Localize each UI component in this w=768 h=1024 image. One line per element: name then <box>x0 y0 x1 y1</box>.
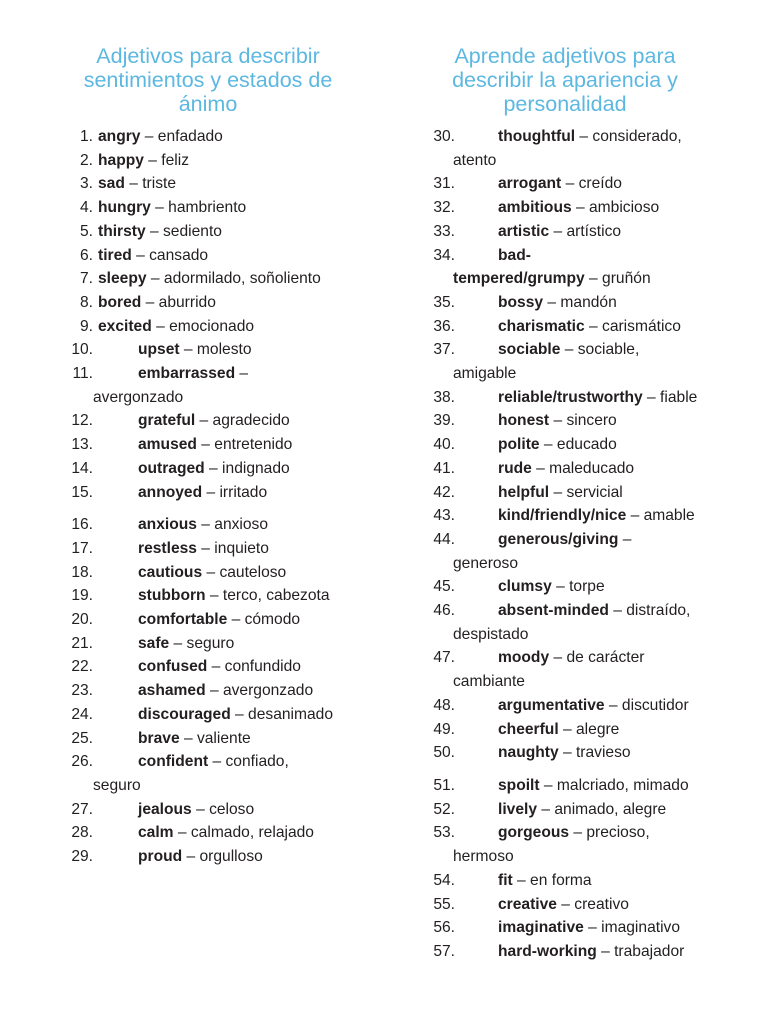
item-number: 14. <box>71 459 93 477</box>
item-translation: – en forma <box>512 871 592 889</box>
list-item <box>58 149 358 173</box>
item-term: sociable <box>498 341 561 359</box>
item-translation-continued: seguro <box>93 776 141 794</box>
list-item <box>425 869 735 893</box>
list-item <box>425 599 735 646</box>
item-number: 34. <box>433 246 455 264</box>
item-number: 18. <box>71 563 93 581</box>
list-item <box>58 267 358 291</box>
item-translation: – calmado, relajado <box>173 824 314 842</box>
item-number: 17. <box>71 539 93 557</box>
item-number: 36. <box>433 317 455 335</box>
left-vocabulary-list <box>58 125 358 869</box>
list-item <box>425 893 735 917</box>
list-item <box>425 575 735 599</box>
item-wrap-line <box>58 774 358 798</box>
item-number: 35. <box>433 293 455 311</box>
item-term: reliable/trustworthy <box>498 388 643 406</box>
item-term: gorgeous <box>498 824 570 842</box>
item-term: safe <box>138 634 170 652</box>
list-item <box>58 457 358 481</box>
item-wrap-line <box>425 845 735 869</box>
item-term: brave <box>138 729 180 747</box>
item-translation: – seguro <box>169 634 235 652</box>
list-item <box>58 244 358 268</box>
item-translation: – torpe <box>551 578 605 596</box>
item-translation: – desanimado <box>230 705 334 723</box>
list-item <box>425 457 735 481</box>
item-wrap-line <box>425 362 735 386</box>
list-spacer <box>425 765 735 774</box>
list-item <box>58 196 358 220</box>
item-translation: – maleducado <box>531 459 635 477</box>
list-item <box>58 679 358 703</box>
list-item <box>425 315 735 339</box>
item-term: cheerful <box>498 720 559 738</box>
item-number: 56. <box>433 919 455 937</box>
item-term: generous/giving <box>498 530 619 548</box>
item-translation: – sociable, <box>560 341 640 359</box>
item-number: 44. <box>433 530 455 548</box>
item-term: hungry <box>98 199 151 217</box>
item-translation: – precioso, <box>569 824 650 842</box>
list-item <box>58 584 358 608</box>
item-number: 3. <box>79 175 93 193</box>
list-item <box>425 409 735 433</box>
item-wrap-line <box>425 552 735 576</box>
item-number: 42. <box>433 483 455 501</box>
item-term: angry <box>98 128 141 145</box>
item-translation-continued: despistado <box>453 625 529 643</box>
item-translation: – distraído, <box>608 602 691 620</box>
item-translation: – creído <box>561 175 622 193</box>
item-term: happy <box>98 151 144 169</box>
list-item <box>58 433 358 457</box>
item-translation: – sincero <box>549 412 617 430</box>
item-translation: – avergonzado <box>205 682 314 700</box>
item-term: confident <box>138 753 209 771</box>
item-translation: – servicial <box>549 483 623 501</box>
list-item <box>425 821 735 868</box>
item-number: 29. <box>71 848 93 866</box>
item-translation: – emocionado <box>151 317 255 335</box>
item-number: 10. <box>71 341 93 359</box>
item-number: 28. <box>71 824 93 842</box>
item-translation: – discutidor <box>604 696 689 714</box>
list-item <box>425 940 735 964</box>
list-item <box>58 481 358 505</box>
item-translation: – confundido <box>207 658 301 676</box>
item-number: 24. <box>71 705 93 723</box>
item-number: 20. <box>71 611 93 629</box>
list-item <box>425 220 735 244</box>
list-item <box>58 608 358 632</box>
item-term: spoilt <box>498 776 540 794</box>
item-translation: – enfadado <box>140 128 223 145</box>
item-translation: – entretenido <box>196 436 293 454</box>
item-term: restless <box>138 539 197 557</box>
right-vocabulary-list <box>425 125 735 964</box>
item-translation: – carismático <box>584 317 681 335</box>
item-term: ambitious <box>498 199 572 217</box>
item-number: 22. <box>71 658 93 676</box>
item-term: artistic <box>498 222 550 240</box>
list-item <box>58 537 358 561</box>
item-translation: – cansado <box>131 246 209 264</box>
item-number: 57. <box>433 942 455 960</box>
item-wrap-line <box>425 623 735 647</box>
item-term: creative <box>498 895 557 913</box>
item-translation: – hambriento <box>150 199 247 217</box>
item-translation: – molesto <box>179 341 252 359</box>
item-translation: – fiable <box>642 388 698 406</box>
item-translation: – imaginativo <box>583 919 681 937</box>
item-term: fit <box>498 871 513 889</box>
item-number: 43. <box>433 507 455 525</box>
item-number: 50. <box>433 744 455 762</box>
item-translation: – malcriado, mimado <box>539 776 689 794</box>
item-translation: – valiente <box>179 729 251 747</box>
item-term: imaginative <box>498 919 584 937</box>
list-item <box>425 646 735 693</box>
item-translation: – feliz <box>143 151 189 169</box>
list-item <box>58 125 358 149</box>
item-translation-continued: generoso <box>453 554 519 572</box>
right-column-title: Aprende adjetivos para describir la apariencia y personalidad <box>452 44 678 116</box>
list-item <box>425 774 735 798</box>
item-translation: – trabajador <box>596 942 685 960</box>
list-spacer <box>58 504 358 513</box>
item-term: absent-minded <box>498 602 609 620</box>
item-term: kind/friendly/nice <box>498 507 627 525</box>
item-term: sad <box>98 175 125 193</box>
list-item <box>425 504 735 528</box>
list-item <box>425 718 735 742</box>
item-term: sleepy <box>98 270 147 288</box>
item-number: 11. <box>72 365 93 383</box>
item-translation: – amable <box>626 507 695 525</box>
item-translation: – educado <box>539 436 617 454</box>
item-term: upset <box>138 341 180 359</box>
list-item <box>425 528 735 575</box>
item-term: rude <box>498 459 532 477</box>
item-translation-continued: hermoso <box>453 848 514 866</box>
item-term: thoughtful <box>498 128 576 145</box>
item-translation: – triste <box>124 175 177 193</box>
list-item <box>425 291 735 315</box>
item-term-continued: tempered/grumpy <box>453 270 585 288</box>
item-number: 51. <box>433 776 455 794</box>
list-item <box>58 655 358 679</box>
item-translation-continued: atento <box>453 151 497 169</box>
item-term: outraged <box>138 459 205 477</box>
list-item <box>425 694 735 718</box>
item-translation: – cómodo <box>227 611 301 629</box>
item-translation: – agradecido <box>195 412 290 430</box>
item-translation: – confiado, <box>208 753 289 771</box>
item-translation: – considerado, <box>575 128 682 145</box>
item-number: 27. <box>71 800 93 818</box>
item-term: confused <box>138 658 208 676</box>
item-term: charismatic <box>498 317 585 335</box>
item-number: 4. <box>79 199 93 217</box>
item-translation: – <box>235 365 249 383</box>
item-term: annoyed <box>138 483 203 501</box>
list-item <box>425 741 735 765</box>
item-translation: – celoso <box>191 800 255 818</box>
item-number: 49. <box>433 720 455 738</box>
item-term: anxious <box>138 516 197 534</box>
item-number: 30. <box>433 128 455 145</box>
item-number: 23. <box>71 682 93 700</box>
item-wrap-line <box>425 670 735 694</box>
item-number: 2. <box>79 151 93 169</box>
item-number: 26. <box>71 753 93 771</box>
item-number: 7. <box>79 270 93 288</box>
list-item <box>58 798 358 822</box>
item-number: 53. <box>433 824 455 842</box>
item-number: 21. <box>71 634 93 652</box>
item-translation: – travieso <box>558 744 631 762</box>
item-number: 46. <box>433 602 455 620</box>
item-term: amused <box>138 436 197 454</box>
item-term: bad- <box>498 246 531 264</box>
item-translation: – indignado <box>204 459 290 477</box>
list-item <box>58 315 358 339</box>
item-number: 37. <box>433 341 455 359</box>
item-translation: – alegre <box>558 720 620 738</box>
item-translation: – anxioso <box>196 516 269 534</box>
item-translation-continued: amigable <box>453 365 517 383</box>
item-wrap-line <box>58 386 358 410</box>
item-term: argumentative <box>498 696 605 714</box>
item-number: 40. <box>433 436 455 454</box>
list-item <box>58 338 358 362</box>
item-number: 39. <box>433 412 455 430</box>
list-item <box>58 632 358 656</box>
item-number: 45. <box>433 578 455 596</box>
item-translation: – creativo <box>556 895 629 913</box>
list-item <box>58 220 358 244</box>
left-column-title: Adjetivos para describir sentimientos y estados de ánimo <box>83 44 333 116</box>
item-number: 32. <box>433 199 455 217</box>
list-item <box>58 172 358 196</box>
item-number: 38. <box>433 388 455 406</box>
item-term: naughty <box>498 744 559 762</box>
item-number: 13. <box>71 436 93 454</box>
list-item <box>425 125 735 172</box>
list-item <box>58 750 358 797</box>
list-item <box>425 798 735 822</box>
list-item <box>425 338 735 385</box>
item-number: 1. <box>79 128 93 145</box>
item-term: clumsy <box>498 578 552 596</box>
list-item <box>425 196 735 220</box>
item-number: 31. <box>433 175 455 193</box>
item-term: grateful <box>138 412 196 430</box>
item-term: calm <box>138 824 174 842</box>
item-term: arrogant <box>498 175 562 193</box>
item-term: thirsty <box>98 222 146 240</box>
item-term: ashamed <box>138 682 206 700</box>
item-number: 16. <box>71 516 93 534</box>
list-item <box>425 386 735 410</box>
item-translation: – inquieto <box>196 539 269 557</box>
item-translation: – <box>618 530 632 548</box>
item-number: 15. <box>71 483 93 501</box>
list-item <box>58 362 358 409</box>
list-item <box>425 481 735 505</box>
item-term: bossy <box>498 293 544 311</box>
item-term: stubborn <box>138 587 206 605</box>
item-wrap-line <box>425 267 735 291</box>
list-item <box>425 172 735 196</box>
item-number: 33. <box>433 222 455 240</box>
item-number: 6. <box>79 246 93 264</box>
item-wrap-line <box>425 149 735 173</box>
item-number: 55. <box>433 895 455 913</box>
item-term: helpful <box>498 483 550 501</box>
item-translation: – orgulloso <box>182 848 263 866</box>
item-translation: – de carácter <box>549 649 645 667</box>
item-translation: – cauteloso <box>202 563 287 581</box>
item-term: polite <box>498 436 540 454</box>
list-item <box>58 291 358 315</box>
item-term: cautious <box>138 563 203 581</box>
list-item <box>425 433 735 457</box>
item-term: discouraged <box>138 705 231 723</box>
item-term: moody <box>498 649 550 667</box>
item-term: lively <box>498 800 538 818</box>
item-translation: – irritado <box>202 483 268 501</box>
list-item <box>58 513 358 537</box>
item-number: 8. <box>79 293 93 311</box>
list-item <box>425 244 735 291</box>
item-term: hard-working <box>498 942 597 960</box>
item-number: 19. <box>71 587 93 605</box>
item-term: bored <box>98 293 142 311</box>
item-term: proud <box>138 848 183 866</box>
list-item <box>58 561 358 585</box>
list-item <box>58 409 358 433</box>
list-item <box>58 821 358 845</box>
item-translation: – sediento <box>145 222 222 240</box>
item-translation-continued: cambiante <box>453 673 525 691</box>
item-translation: – terco, cabezota <box>205 587 330 605</box>
item-term: honest <box>498 412 550 430</box>
item-term: jealous <box>138 800 192 818</box>
item-translation-continued: – gruñón <box>584 270 651 288</box>
item-number: 48. <box>433 696 455 714</box>
item-translation: – aburrido <box>141 293 216 311</box>
item-number: 25. <box>71 729 93 747</box>
item-translation: – animado, alegre <box>537 800 667 818</box>
list-item <box>58 845 358 869</box>
item-number: 9. <box>79 317 93 335</box>
list-item <box>58 727 358 751</box>
item-translation: – mandón <box>543 293 617 311</box>
item-number: 41. <box>433 459 455 477</box>
item-term: embarrassed <box>138 365 236 383</box>
item-term: tired <box>98 246 132 264</box>
item-number: 52. <box>433 800 455 818</box>
item-number: 54. <box>433 871 455 889</box>
item-number: 5. <box>79 222 93 240</box>
item-term: excited <box>98 317 152 335</box>
item-translation: – artístico <box>549 222 622 240</box>
item-term: comfortable <box>138 611 228 629</box>
item-translation: – adormilado, soñoliento <box>146 270 321 288</box>
item-number: 47. <box>433 649 455 667</box>
item-translation: – ambicioso <box>571 199 660 217</box>
item-translation-continued: avergonzado <box>93 388 184 406</box>
list-item <box>425 916 735 940</box>
list-item <box>58 703 358 727</box>
item-number: 12. <box>71 412 93 430</box>
